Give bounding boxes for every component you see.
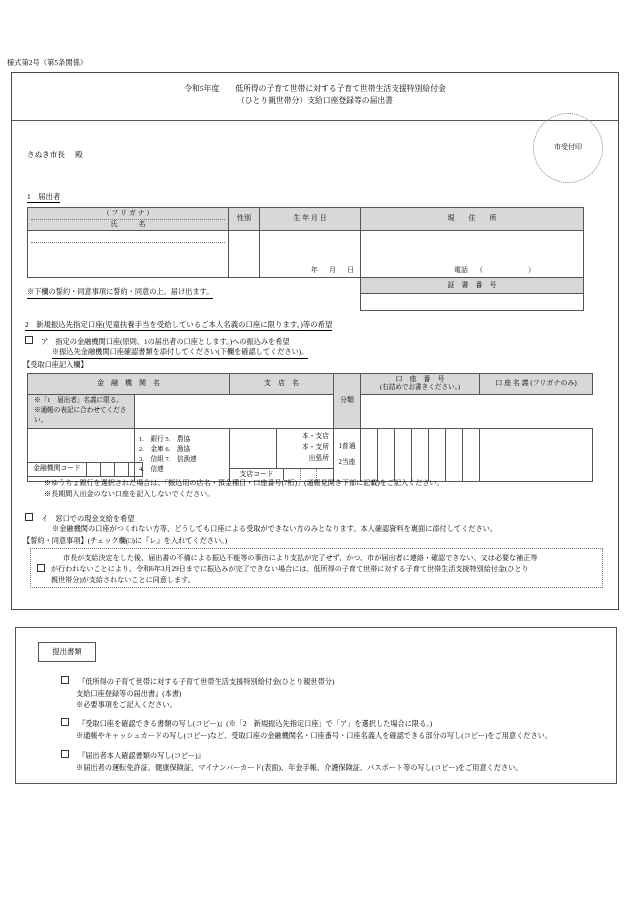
institution-code-strip [27,462,143,477]
city-receipt-stamp [533,113,603,183]
document-2-line-1: 『受取口座を確認できる書類の写し(コピー)』(※「2 新規振込先指定口座」で「ア」を選択した場合に限る。) [78,720,433,728]
checkbox-option-a[interactable] [25,336,33,344]
furigana-label: （ フ リ ガ ナ ） [102,209,154,217]
addressee-honorific: 殿 [74,150,83,159]
telephone-parentheses: （ ） [476,265,541,274]
bank-header-row-2 [28,395,593,429]
account-name-note-2: ※通帳の表記に合わせてください。 [34,407,127,425]
addressee-name: さぬき市長 [27,150,65,159]
account-no-subtitle: (右詰めでお書きください。) [379,384,461,392]
account-no-title: 口 座 番 号 [395,375,445,383]
pledge-section-label: 【誓約・同意事項】(チェック欄(□)に『レ』を入れてください。) [23,537,228,545]
name-cell-divider [31,242,225,243]
bank-note-1: ※ゆうちょ銀行を選択された場合は、「振込用の店名・預金種目・口座番号(7桁)」(通帳見開き下部に記載)をご記入ください。 [44,479,444,487]
document-item-3[interactable] [61,750,523,774]
institution-code-label: 金融機関コード [28,463,87,477]
col-address-header: 現 住 所 [361,208,584,231]
section1-pledge-note: ※下欄の誓約・同意事項に誓約・同意の上、届け出ます。 [27,288,213,299]
institution-code-box-3[interactable] [115,463,129,477]
institution-type-1: 1. 銀行 5. 農協 [139,435,191,443]
institution-type-4: 4. 信連 [139,466,164,474]
option-i-row[interactable] [25,513,134,525]
account-name-notes [28,395,135,429]
section2-heading: 2 新規振込先指定口座(児童扶養手当を受給しているご本人名義の口座に限ります。)等の希望 [25,320,333,329]
option-i-note: ※金融機関の口座がつくれない方等、どうしても口座による受取ができない方のみとなります。本人確認資料を裏面に添付してください。 [52,525,498,533]
document-3-line-2: ※届出者の運転免許証、健康保険証、マイナンバーカード(表面)、年金手帳、介護保険証、パスポート等の写し(コピー)をご用意ください。 [76,763,523,772]
bank-header-row [28,374,593,395]
institution-type-3: 3. 信組 7. 信漁連 [139,456,197,463]
option-a-label: ア 指定の金融機関口座(原則、1の届出者の口座とします。)への振込みを希望 [41,338,290,346]
telephone-field [454,266,541,275]
institution-type-list [135,429,230,482]
title-main: 低所得の子育て世帯に対する子育て世帯生活支援特別給付金 [235,84,446,93]
document-item-2[interactable] [61,718,552,742]
name-input-cell[interactable] [28,231,229,278]
year-label: 年 [311,265,318,274]
account-no-digit-3[interactable] [395,429,412,482]
documents-tag: 提出書類 [38,642,96,662]
branch-code-label: 支店コード [230,469,284,480]
pledge-paragraph [51,553,597,587]
address-input-cell[interactable] [361,231,584,278]
account-kind-1: 1普通 [338,442,356,450]
col-branch-header: 支 店 名 [230,374,334,395]
pledge-line-2: が行われないことにより、令和6年3月29日までに振込みが完了できない場合には、低所得の子育て世帯に対する子育て世帯生活支援特別給付金(ひとり [51,565,529,574]
gender-input-cell[interactable] [229,231,260,278]
checkbox-document-2[interactable] [61,718,69,726]
section1-heading: 1 届出者 [27,192,61,201]
city-receipt-stamp-label: 市受付印 [554,143,582,152]
col-account-name-header [480,374,593,395]
branch-type-2: 本・支所 [301,443,329,451]
document-1-line-2: 支給口座登録等の届出書』(本書) [76,689,182,698]
document-1-line-3: ※必要事項をご記入ください。 [76,701,177,710]
documents-box [15,627,617,784]
account-no-digit-6[interactable] [446,429,463,482]
branch-name-input[interactable] [230,429,277,469]
account-name-input[interactable] [480,429,593,482]
addressee [27,150,83,160]
pledge-agreement-box [30,548,603,588]
col-gender-header: 性別 [229,208,260,231]
option-i-label: イ 窓口での現金支給を希望 [41,515,135,523]
bank-notes [44,478,444,500]
institution-code-box-2[interactable] [101,463,115,477]
account-name-title: 口 座 名 義 (フリガナのみ) [495,379,577,388]
account-kind-cell[interactable] [334,429,361,482]
name-label: 氏 名 [110,219,146,228]
birthdate-input-cell[interactable] [260,231,361,278]
col-kind-header: 分類 [334,374,361,429]
col-institution-header: 金 融 機 関 名 [28,374,230,395]
option-a-note: ※振込先金融機関口座確認書類を添付してください(下欄を確認してください)。 [52,348,308,359]
account-kind-2: 2当座 [338,459,356,466]
birthdate-units [300,266,354,275]
institution-type-2: 2. 金庫 6. 漁協 [139,445,191,453]
branch-type-list [277,429,334,469]
document-3-line-1: 『届出者本人確認書類の写し(コピー)』 [78,752,205,760]
month-label: 月 [329,265,336,274]
document-item-1[interactable] [61,676,334,712]
title-subline: （ひとり親世帯分）支給口座登録等の届出書 [237,96,393,106]
checkbox-pledge[interactable] [37,564,45,572]
day-label: 日 [347,265,354,274]
document-2-line-2: ※通帳やキャッシュカードの写し(コピー)など、受取口座の金融機関名・口座番号・口座名義人を確認できる部分の写し(コピー)をご用意ください。 [76,731,553,740]
account-no-digit-7[interactable] [463,429,480,482]
account-name-note-1: ※「1 届出者」名義に限る。 [34,397,124,405]
institution-code-box-4[interactable] [129,463,143,477]
col-name-header [28,208,229,231]
institution-code-box-1[interactable] [87,463,101,477]
document-1-line-1: 『低所得の子育て世帯に対する子育て世帯生活支援特別給付金(ひとり親世帯分) [78,678,335,686]
table-input-row [28,231,584,278]
checkbox-document-3[interactable] [61,750,69,758]
account-no-digit-2[interactable] [378,429,395,482]
branch-type-1: 本・支店 [301,433,329,441]
option-a-row[interactable] [25,336,290,348]
cert-number-header: 証 書 番 号 [361,278,584,294]
telephone-label: 電話 [454,265,468,274]
col-account-no-header [361,374,480,395]
pledge-line-3: 親世帯分)が支給されないことに同意します。 [51,576,195,585]
checkbox-option-i[interactable] [25,513,33,521]
cert-number-input-cell[interactable] [361,294,584,311]
account-no-digit-5[interactable] [429,429,446,482]
checkbox-document-1[interactable] [61,676,69,684]
table-header-row [28,208,584,231]
account-no-digit-4[interactable] [412,429,429,482]
form-number: 様式第2号（第5条関係） [7,59,88,67]
branch-type-3: 出張所 [308,454,329,462]
col-birthdate-header: 生 年 月 日 [260,208,361,231]
document-title [12,83,618,108]
pledge-line-1: 市長が支給決定をした後、届出書の不備による振込不能等の事由により支払が完了せず、かつ、市が届出者に連絡・確認できない、又は必要な補正等 [63,554,538,562]
receive-account-label: 【受取口座記入欄】 [23,361,88,369]
title-era: 令和5年度 [184,84,220,93]
bank-note-2: ※長期間入出金のない口座を記入しないでください。 [44,489,215,498]
account-no-digit-1[interactable] [361,429,378,482]
